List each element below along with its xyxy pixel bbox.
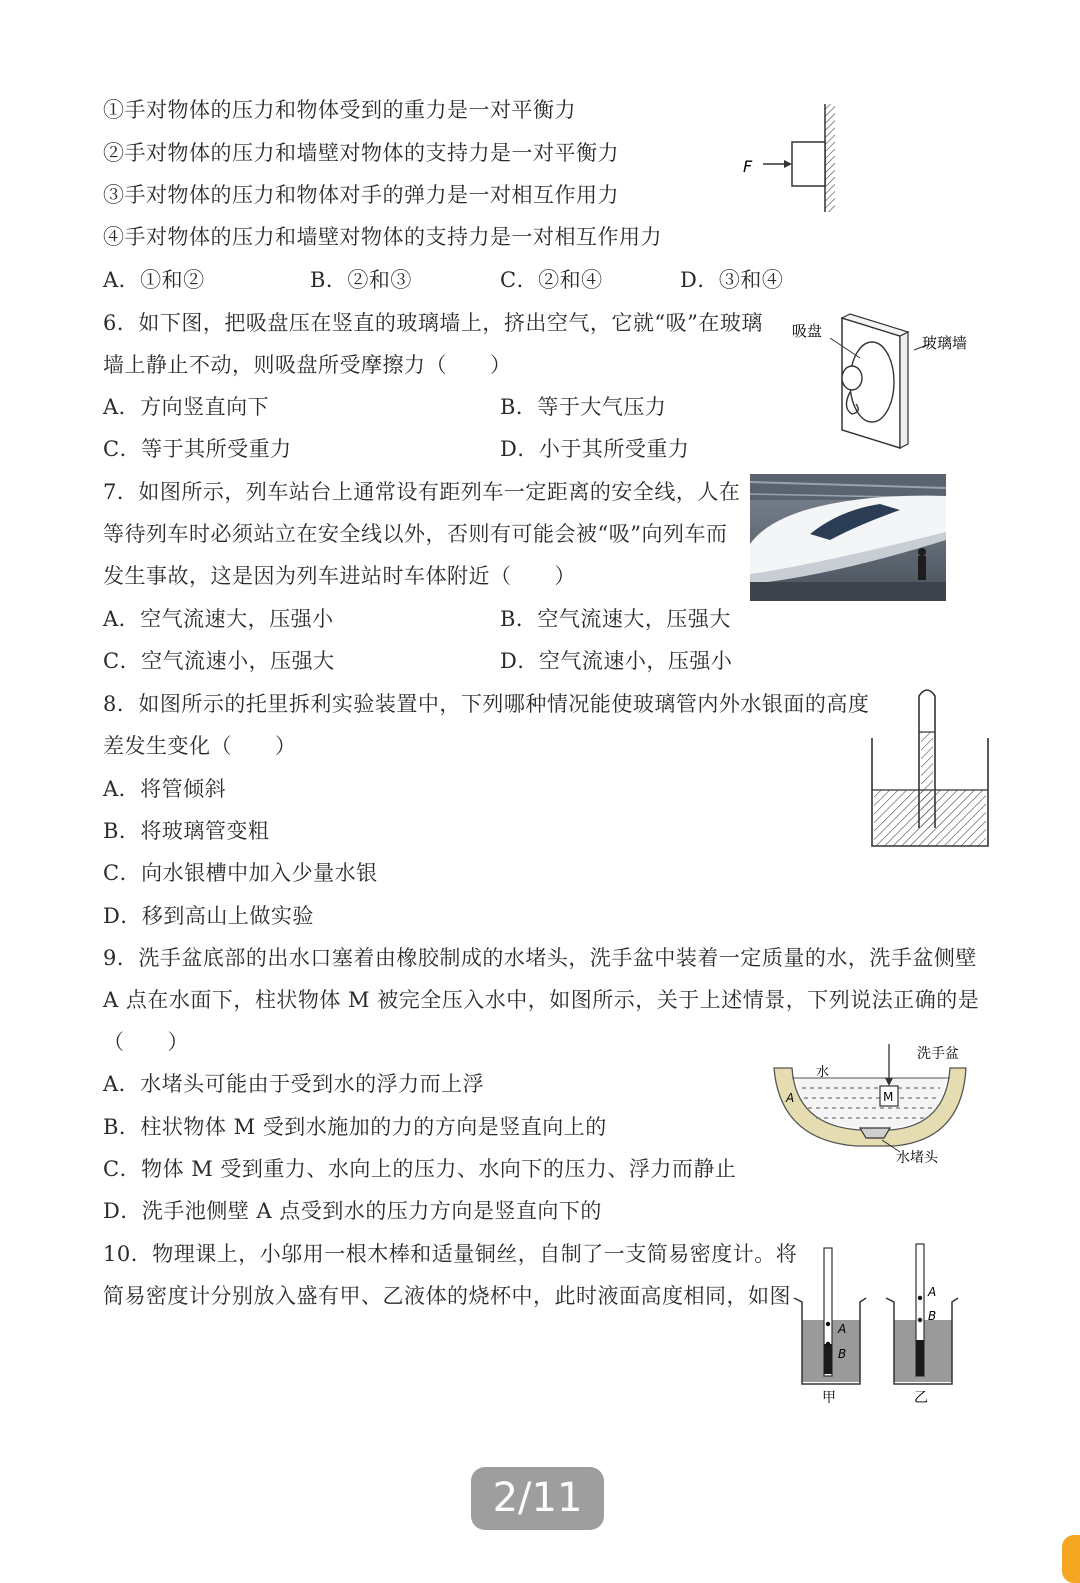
q5-option-a: A．①和② — [103, 268, 205, 292]
q9-figure-washbasin — [770, 1040, 970, 1170]
q10-jia-label-b: B — [838, 1347, 847, 1361]
q7-option-c: C．空气流速小，压强大 — [103, 649, 335, 673]
q5-statement-1: ①手对物体的压力和物体受到的重力是一对平衡力 — [103, 98, 576, 122]
q9-option-b: B．柱状物体 M 受到水施加的力的方向是竖直向上的 — [103, 1115, 607, 1139]
q6-label-glass-wall: 玻璃墙 — [922, 334, 968, 352]
q10-label-yi: 乙 — [914, 1390, 928, 1406]
q9-stem-line-3: （ ） — [103, 1030, 189, 1054]
q5-option-b: B．②和③ — [310, 268, 412, 292]
q6-option-c: C．等于其所受重力 — [103, 437, 292, 461]
q6-option-b: B．等于大气压力 — [500, 395, 667, 419]
q7-option-d: D．空气流速小，压强小 — [500, 649, 733, 673]
q9-stem-line-1: 9．洗手盆底部的出水口塞着由橡胶制成的水堵头，洗手盆中装着一定质量的水，洗手盆侧壁 — [103, 946, 977, 970]
q6-stem-line-1: 6．如下图，把吸盘压在竖直的玻璃墙上，挤出空气，它就“吸”在玻璃 — [103, 311, 763, 335]
q9-label-drain-plug: 水堵头 — [896, 1150, 938, 1166]
q7-option-a: A．空气流速大，压强小 — [103, 607, 334, 631]
q6-figure-suction-cup — [790, 308, 980, 454]
edge-tab-handle[interactable] — [1062, 1535, 1080, 1583]
q10-stem-line-2: 简易密度计分别放入盛有甲、乙液体的烧杯中，此时液面高度相同，如图 — [103, 1284, 791, 1308]
q8-option-d: D．移到高山上做实验 — [103, 904, 314, 928]
q9-label-point-a: A — [786, 1091, 795, 1105]
q9-stem-line-2: A 点在水面下，柱状物体 M 被完全压入水中，如图所示，关于上述情景，下列说法正确的是 — [103, 988, 980, 1012]
q9-label-object-m: M — [883, 1090, 894, 1104]
q10-stem-line-1: 10．物理课上，小邬用一根木棒和适量铜丝，自制了一支简易密度计。将 — [103, 1242, 798, 1266]
q7-figure-train-photo — [750, 474, 946, 601]
q8-option-b: B．将玻璃管变粗 — [103, 819, 270, 843]
q8-stem-line-2: 差发生变化（ ） — [103, 734, 297, 758]
q8-stem-line-1: 8．如图所示的托里拆利实验装置中，下列哪种情况能使玻璃管内外水银面的高度 — [103, 692, 870, 716]
q10-figure-density-meters — [790, 1240, 970, 1410]
q6-label-suction-cup: 吸盘 — [792, 322, 823, 340]
q5-figure-block-on-wall — [735, 100, 845, 218]
q6-option-d: D．小于其所受重力 — [500, 437, 690, 461]
q9-option-c: C．物体 M 受到重力、水向上的压力、水向下的压力、浮力而静止 — [103, 1157, 737, 1181]
q5-statement-4: ④手对物体的压力和墙壁对物体的支持力是一对相互作用力 — [103, 225, 662, 249]
q5-statement-3: ③手对物体的压力和物体对手的弹力是一对相互作用力 — [103, 183, 619, 207]
q9-label-water: 水 — [816, 1065, 830, 1080]
q5-option-d: D．③和④ — [680, 268, 784, 292]
q6-stem-line-2: 墙上静止不动，则吸盘所受摩擦力（ ） — [103, 353, 512, 377]
q9-label-washbasin: 洗手盆 — [917, 1046, 959, 1062]
q6-option-a: A．方向竖直向下 — [103, 395, 270, 419]
q10-yi-label-b: B — [928, 1309, 937, 1323]
q8-option-c: C．向水银槽中加入少量水银 — [103, 861, 378, 885]
page-indicator[interactable]: 2/11 — [471, 1467, 604, 1530]
q7-option-b: B．空气流速大，压强大 — [500, 607, 731, 631]
q9-option-a: A．水堵头可能由于受到水的浮力而上浮 — [103, 1072, 485, 1096]
q7-stem-line-3: 发生事故，这是因为列车进站时车体附近（ ） — [103, 564, 576, 588]
q8-option-a: A．将管倾斜 — [103, 777, 227, 801]
q9-option-d: D．洗手池侧壁 A 点受到水的压力方向是竖直向下的 — [103, 1199, 602, 1223]
q8-figure-torricelli-apparatus — [866, 686, 994, 850]
q10-yi-label-a: A — [928, 1285, 937, 1299]
q5-force-label: F — [743, 157, 753, 176]
q10-label-jia: 甲 — [822, 1390, 836, 1406]
q5-option-c: C．②和④ — [500, 268, 603, 292]
q10-jia-label-a: A — [838, 1322, 847, 1336]
q7-stem-line-2: 等待列车时必须站立在安全线以外，否则有可能会被“吸”向列车而 — [103, 522, 728, 546]
q5-statement-2: ②手对物体的压力和墙壁对物体的支持力是一对平衡力 — [103, 141, 619, 165]
q7-stem-line-1: 7．如图所示，列车站台上通常设有距列车一定距离的安全线，人在 — [103, 480, 741, 504]
